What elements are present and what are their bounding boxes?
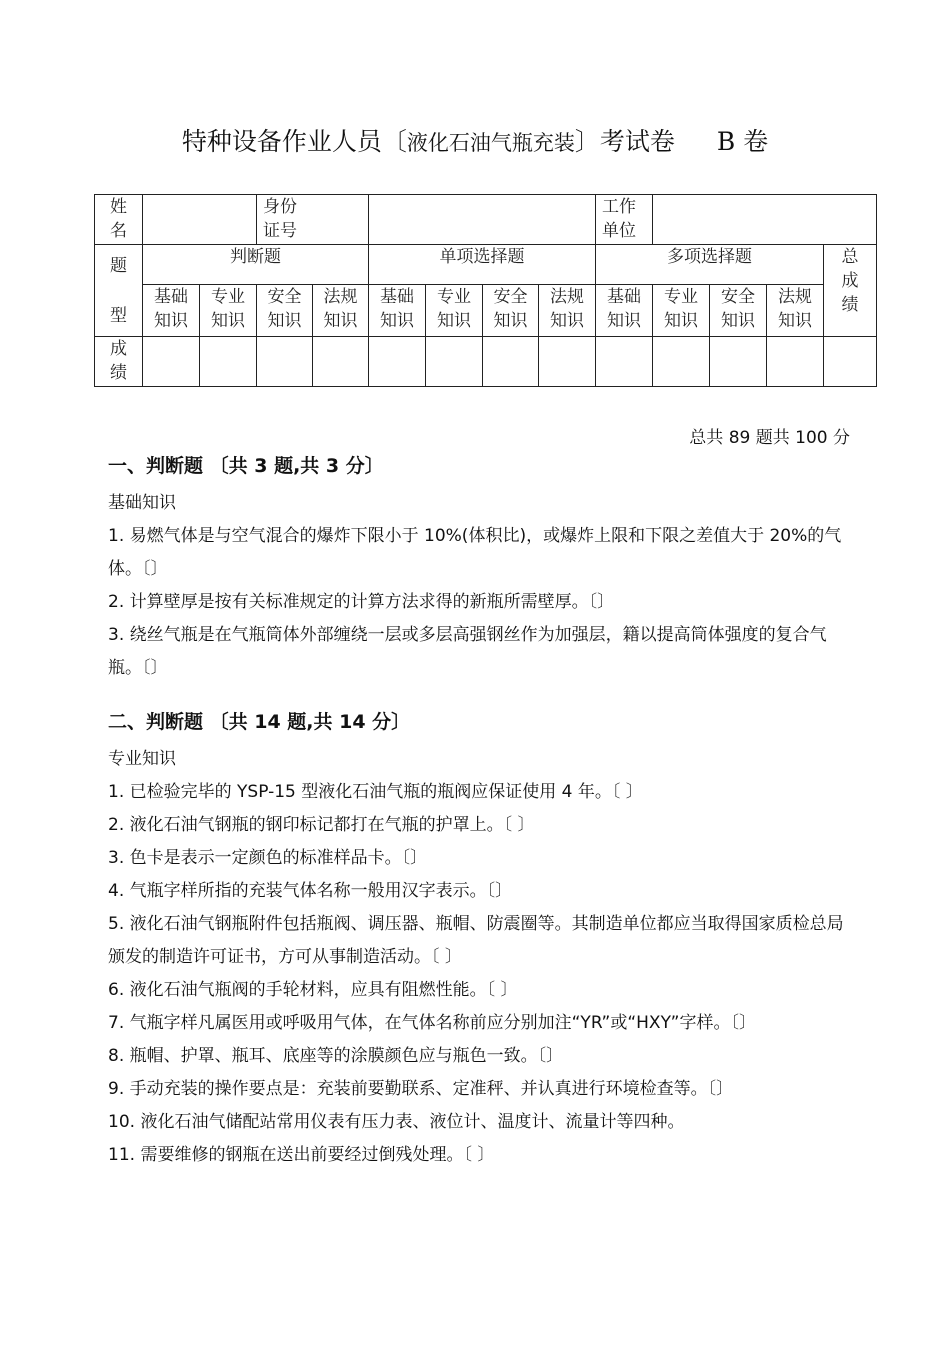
section-category: 基础知识 [108, 493, 176, 513]
score-cell[interactable] [313, 337, 369, 387]
subcat-cell: 专业 知识 [426, 285, 483, 337]
score-cell[interactable] [143, 337, 200, 387]
question-item: 6. 液化石油气瓶阀的手轮材料，应具有阻燃性能。〔 〕 [108, 980, 518, 1000]
score-cell[interactable] [710, 337, 767, 387]
question-item: 11. 需要维修的钢瓶在送出前要经过倒残处理。〔 〕 [108, 1145, 495, 1165]
title-subject: 液化石油气瓶充装 [406, 131, 575, 155]
questions-area [108, 450, 850, 1172]
question-item: 2. 液化石油气钢瓶的钢印标记都打在气瓶的护罩上。〔 〕 [108, 815, 535, 835]
group-true-false: 判断题 [143, 245, 369, 285]
score-cell[interactable] [200, 337, 257, 387]
subcat-cell: 法规 知识 [313, 285, 369, 337]
score-cell[interactable] [257, 337, 313, 387]
question-item: 4. 气瓶字样所指的充装气体名称一般用汉字表示。〔〕 [108, 881, 513, 901]
question-item: 1. 易燃气体是与空气混合的爆炸下限小于 10%(体积比)，或爆炸上限和下限之差值大于 20%的气体。〔〕 [108, 526, 842, 579]
group-multi-choice: 多项选择题 [596, 245, 824, 285]
title-variant: B 卷 [716, 127, 769, 156]
id-field[interactable] [369, 195, 596, 245]
total-note: 总共 89 题共 100 分 [689, 428, 850, 448]
type-label: 题 型 [95, 245, 143, 337]
section-heading: 一、判断题 〔共 3 题,共 3 分〕 [108, 455, 384, 477]
section-category: 专业知识 [108, 749, 176, 769]
subcat-cell: 基础 知识 [143, 285, 200, 337]
subcat-cell: 安全 知识 [483, 285, 539, 337]
question-item: 9. 手动充装的操作要点是：充装前要勤联系、定准秤、并认真进行环境检查等。〔〕 [108, 1079, 734, 1099]
subcat-cell: 专业 知识 [200, 285, 257, 337]
exam-title [0, 122, 950, 158]
question-item: 5. 液化石油气钢瓶附件包括瓶阀、调压器、瓶帽、防震圈等。其制造单位都应当取得国家质检总局颁发的制造许可证书，方可从事制造活动。〔 〕 [108, 914, 844, 967]
name-field[interactable] [143, 195, 257, 245]
name-label: 姓 名 [95, 195, 143, 245]
score-cell[interactable] [653, 337, 710, 387]
score-cell[interactable] [596, 337, 653, 387]
unit-field[interactable] [653, 195, 877, 245]
question-item: 3. 绕丝气瓶是在气瓶筒体外部缠绕一层或多层高强钢丝作为加强层，籍以提高筒体强度的复合气瓶。〔〕 [108, 625, 827, 678]
unit-label: 工作 单位 [596, 195, 653, 245]
total-score-label: 总 成 绩 [824, 245, 877, 337]
candidate-info-table [94, 194, 877, 387]
title-prefix: 特种设备作业人员〔 [181, 127, 407, 156]
subcat-cell: 基础 知识 [596, 285, 653, 337]
title-suffix: 〕考试卷 [574, 127, 675, 156]
score-label: 成 绩 [95, 337, 143, 387]
question-item: 2. 计算壁厚是按有关标准规定的计算方法求得的新瓶所需壁厚。〔〕 [108, 592, 615, 612]
subcat-cell: 法规 知识 [539, 285, 596, 337]
section-2 [108, 706, 850, 1172]
subcat-cell: 安全 知识 [257, 285, 313, 337]
score-cell[interactable] [483, 337, 539, 387]
question-item: 1. 已检验完毕的 YSP-15 型液化石油气瓶的瓶阀应保证使用 4 年。〔 〕 [108, 782, 643, 802]
score-cell[interactable] [369, 337, 426, 387]
total-score-cell[interactable] [824, 337, 877, 387]
question-item: 10. 液化石油气储配站常用仪表有压力表、液位计、温度计、流量计等四种。 [108, 1112, 685, 1132]
section-1 [108, 450, 850, 685]
subcat-cell: 安全 知识 [710, 285, 767, 337]
id-label: 身份 证号 [257, 195, 369, 245]
section-heading: 二、判断题 〔共 14 题,共 14 分〕 [108, 711, 411, 733]
subcat-cell: 专业 知识 [653, 285, 710, 337]
score-cell[interactable] [767, 337, 824, 387]
subcat-cell: 基础 知识 [369, 285, 426, 337]
question-item: 8. 瓶帽、护罩、瓶耳、底座等的涂膜颜色应与瓶色一致。〔〕 [108, 1046, 564, 1066]
question-item: 3. 色卡是表示一定颜色的标准样品卡。〔〕 [108, 848, 428, 868]
group-single-choice: 单项选择题 [369, 245, 596, 285]
score-cell[interactable] [426, 337, 483, 387]
question-item: 7. 气瓶字样凡属医用或呼吸用气体，在气体名称前应分别加注“YR”或“HXY”字样。〔〕 [108, 1013, 756, 1033]
subcat-cell: 法规 知识 [767, 285, 824, 337]
score-cell[interactable] [539, 337, 596, 387]
